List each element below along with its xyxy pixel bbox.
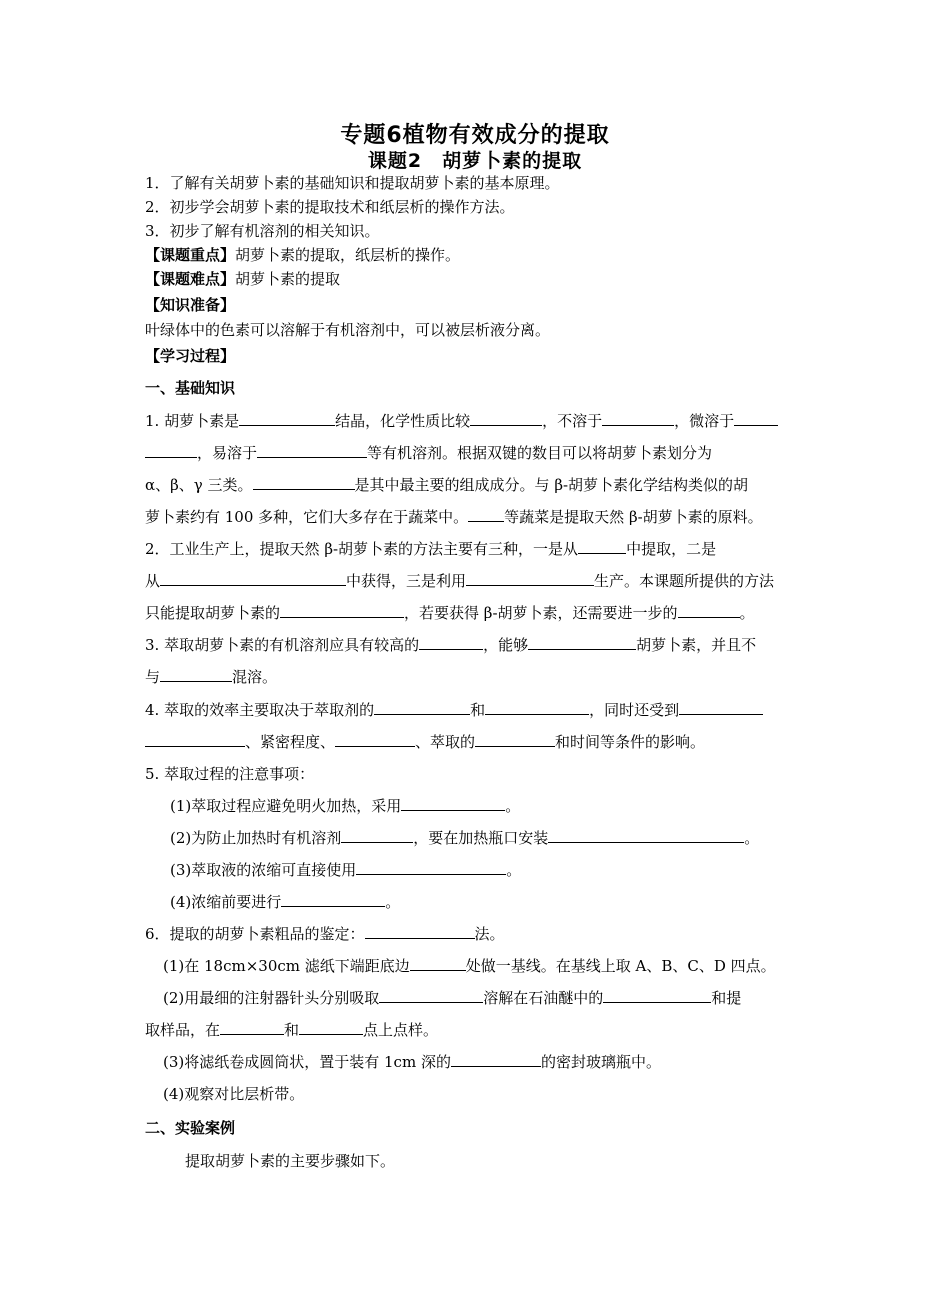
- key-points-text: 胡萝卜素的提取，纸层析的操作。: [235, 246, 461, 264]
- section-basic-knowledge: 一、基础知识: [145, 379, 236, 397]
- fill-blank[interactable]: [410, 956, 466, 971]
- fill-blank[interactable]: [679, 700, 763, 715]
- q2-line1: 2．工业生产上，提取天然 β-胡萝卜素的方法主要有三种，一是从 中提取，二是: [145, 540, 717, 558]
- q4-line2: 、紧密程度、 、萃取的 和时间等条件的影响。: [145, 731, 705, 753]
- q5-item3: (3)萃取液的浓缩可直接使用 。: [170, 861, 522, 879]
- q5-item4: (4)浓缩前要进行 。: [170, 893, 401, 911]
- fill-blank[interactable]: [299, 1020, 363, 1035]
- fill-blank[interactable]: [374, 700, 470, 715]
- q2-line2: 从 中获得，三是利用 生产。本课题所提供的方法: [145, 572, 775, 590]
- fill-blank[interactable]: [603, 988, 711, 1003]
- fill-blank[interactable]: [578, 539, 626, 554]
- q5-item1: (1)萃取过程应避免明火加热，采用 。: [170, 797, 521, 815]
- fill-blank[interactable]: [253, 475, 355, 490]
- page-subtitle: 课题2 胡萝卜素的提取: [367, 150, 583, 172]
- fill-blank[interactable]: [419, 635, 483, 650]
- q1-line4: 萝卜素约有 100 多种，它们大多存在于蔬菜中。 等蔬菜是提取天然 β-胡萝卜素的原料。: [145, 508, 763, 526]
- q4-line1: 4. 萃取的效率主要取决于萃取剂的 和 ，同时还受到: [145, 699, 763, 721]
- fill-blank[interactable]: [466, 571, 594, 586]
- fill-blank[interactable]: [281, 892, 385, 907]
- case-intro: 提取胡萝卜素的主要步骤如下。: [185, 1152, 396, 1170]
- fill-blank[interactable]: [451, 1052, 541, 1067]
- fill-blank[interactable]: [220, 1020, 284, 1035]
- difficulty-text: 胡萝卜素的提取: [235, 270, 341, 288]
- page-title: 专题6植物有效成分的提取: [340, 123, 610, 148]
- q2-line3: 只能提取胡萝卜素的 ，若要获得 β-胡萝卜素，还需要进一步的 。: [145, 604, 755, 622]
- q1-line2: ，易溶于 等有机溶剂。根据双键的数目可以将胡萝卜素划分为: [145, 442, 712, 464]
- fill-blank[interactable]: [548, 828, 744, 843]
- objective-3: 3．初步了解有机溶剂的相关知识。: [145, 222, 380, 240]
- fill-blank[interactable]: [160, 667, 232, 682]
- fill-blank[interactable]: [239, 411, 335, 426]
- fill-blank[interactable]: [678, 603, 740, 618]
- fill-blank[interactable]: [356, 860, 506, 875]
- difficulty: [145, 268, 340, 290]
- fill-blank[interactable]: [145, 732, 245, 747]
- fill-blank[interactable]: [602, 411, 674, 426]
- q1-line3: α、β、γ 三类。 是其中最主要的组成成分。与 β-胡萝卜素化学结构类似的胡: [145, 476, 749, 494]
- fill-blank[interactable]: [365, 924, 475, 939]
- fill-blank[interactable]: [257, 443, 367, 458]
- fill-blank[interactable]: [280, 603, 404, 618]
- q5-item2: (2)为防止加热时有机溶剂 ，要在加热瓶口安装 。: [170, 829, 760, 847]
- q1-line1: 1. 胡萝卜素是 结晶，化学性质比较 ，不溶于 ，微溶于: [145, 410, 778, 432]
- fill-blank[interactable]: [401, 796, 505, 811]
- fill-blank[interactable]: [145, 443, 197, 458]
- q6-item2-line1: (2)用最细的注射器针头分别吸取 溶解在石油醚中的 和提: [163, 989, 742, 1007]
- fill-blank[interactable]: [485, 700, 589, 715]
- process-label: 【学习过程】: [145, 347, 236, 365]
- preparation-label: 【知识准备】: [145, 296, 236, 314]
- difficulty-label: 【课题难点】: [145, 270, 236, 288]
- fill-blank[interactable]: [470, 411, 542, 426]
- q6-item4: (4)观察对比层析带。: [163, 1085, 305, 1103]
- q6-item1: (1)在 18cm×30cm 滤纸下端距底边 处做一基线。在基线上取 A、B、C、D 四点。: [163, 957, 776, 975]
- objective-1: 1．了解有关胡萝卜素的基础知识和提取胡萝卜素的基本原理。: [145, 174, 560, 192]
- key-points-label: 【课题重点】: [145, 246, 236, 264]
- section-experiment-case: 二、实验案例: [145, 1119, 236, 1137]
- fill-blank[interactable]: [475, 732, 555, 747]
- objective-2: 2．初步学会胡萝卜素的提取技术和纸层析的操作方法。: [145, 198, 515, 216]
- q6-item2-line2: 取样品，在 和 点上点样。: [145, 1021, 439, 1039]
- q6-item3: (3)将滤纸卷成圆筒状，置于装有 1cm 深的 的密封玻璃瓶中。: [163, 1053, 661, 1071]
- fill-blank[interactable]: [341, 828, 413, 843]
- fill-blank[interactable]: [734, 411, 778, 426]
- fill-blank[interactable]: [379, 988, 483, 1003]
- q3-line2: 与 混溶。: [145, 668, 278, 686]
- fill-blank[interactable]: [468, 507, 504, 522]
- fill-blank[interactable]: [160, 571, 346, 586]
- key-points: [145, 244, 460, 266]
- q6-head: 6．提取的胡萝卜素粗品的鉴定： 法。: [145, 925, 505, 943]
- fill-blank[interactable]: [335, 732, 415, 747]
- fill-blank[interactable]: [528, 635, 636, 650]
- preparation-text: 叶绿体中的色素可以溶解于有机溶剂中，可以被层析液分离。: [145, 321, 551, 339]
- q3-line1: 3. 萃取胡萝卜素的有机溶剂应具有较高的 ，能够 胡萝卜素，并且不: [145, 636, 757, 654]
- q5-head: 5. 萃取过程的注意事项：: [145, 765, 315, 783]
